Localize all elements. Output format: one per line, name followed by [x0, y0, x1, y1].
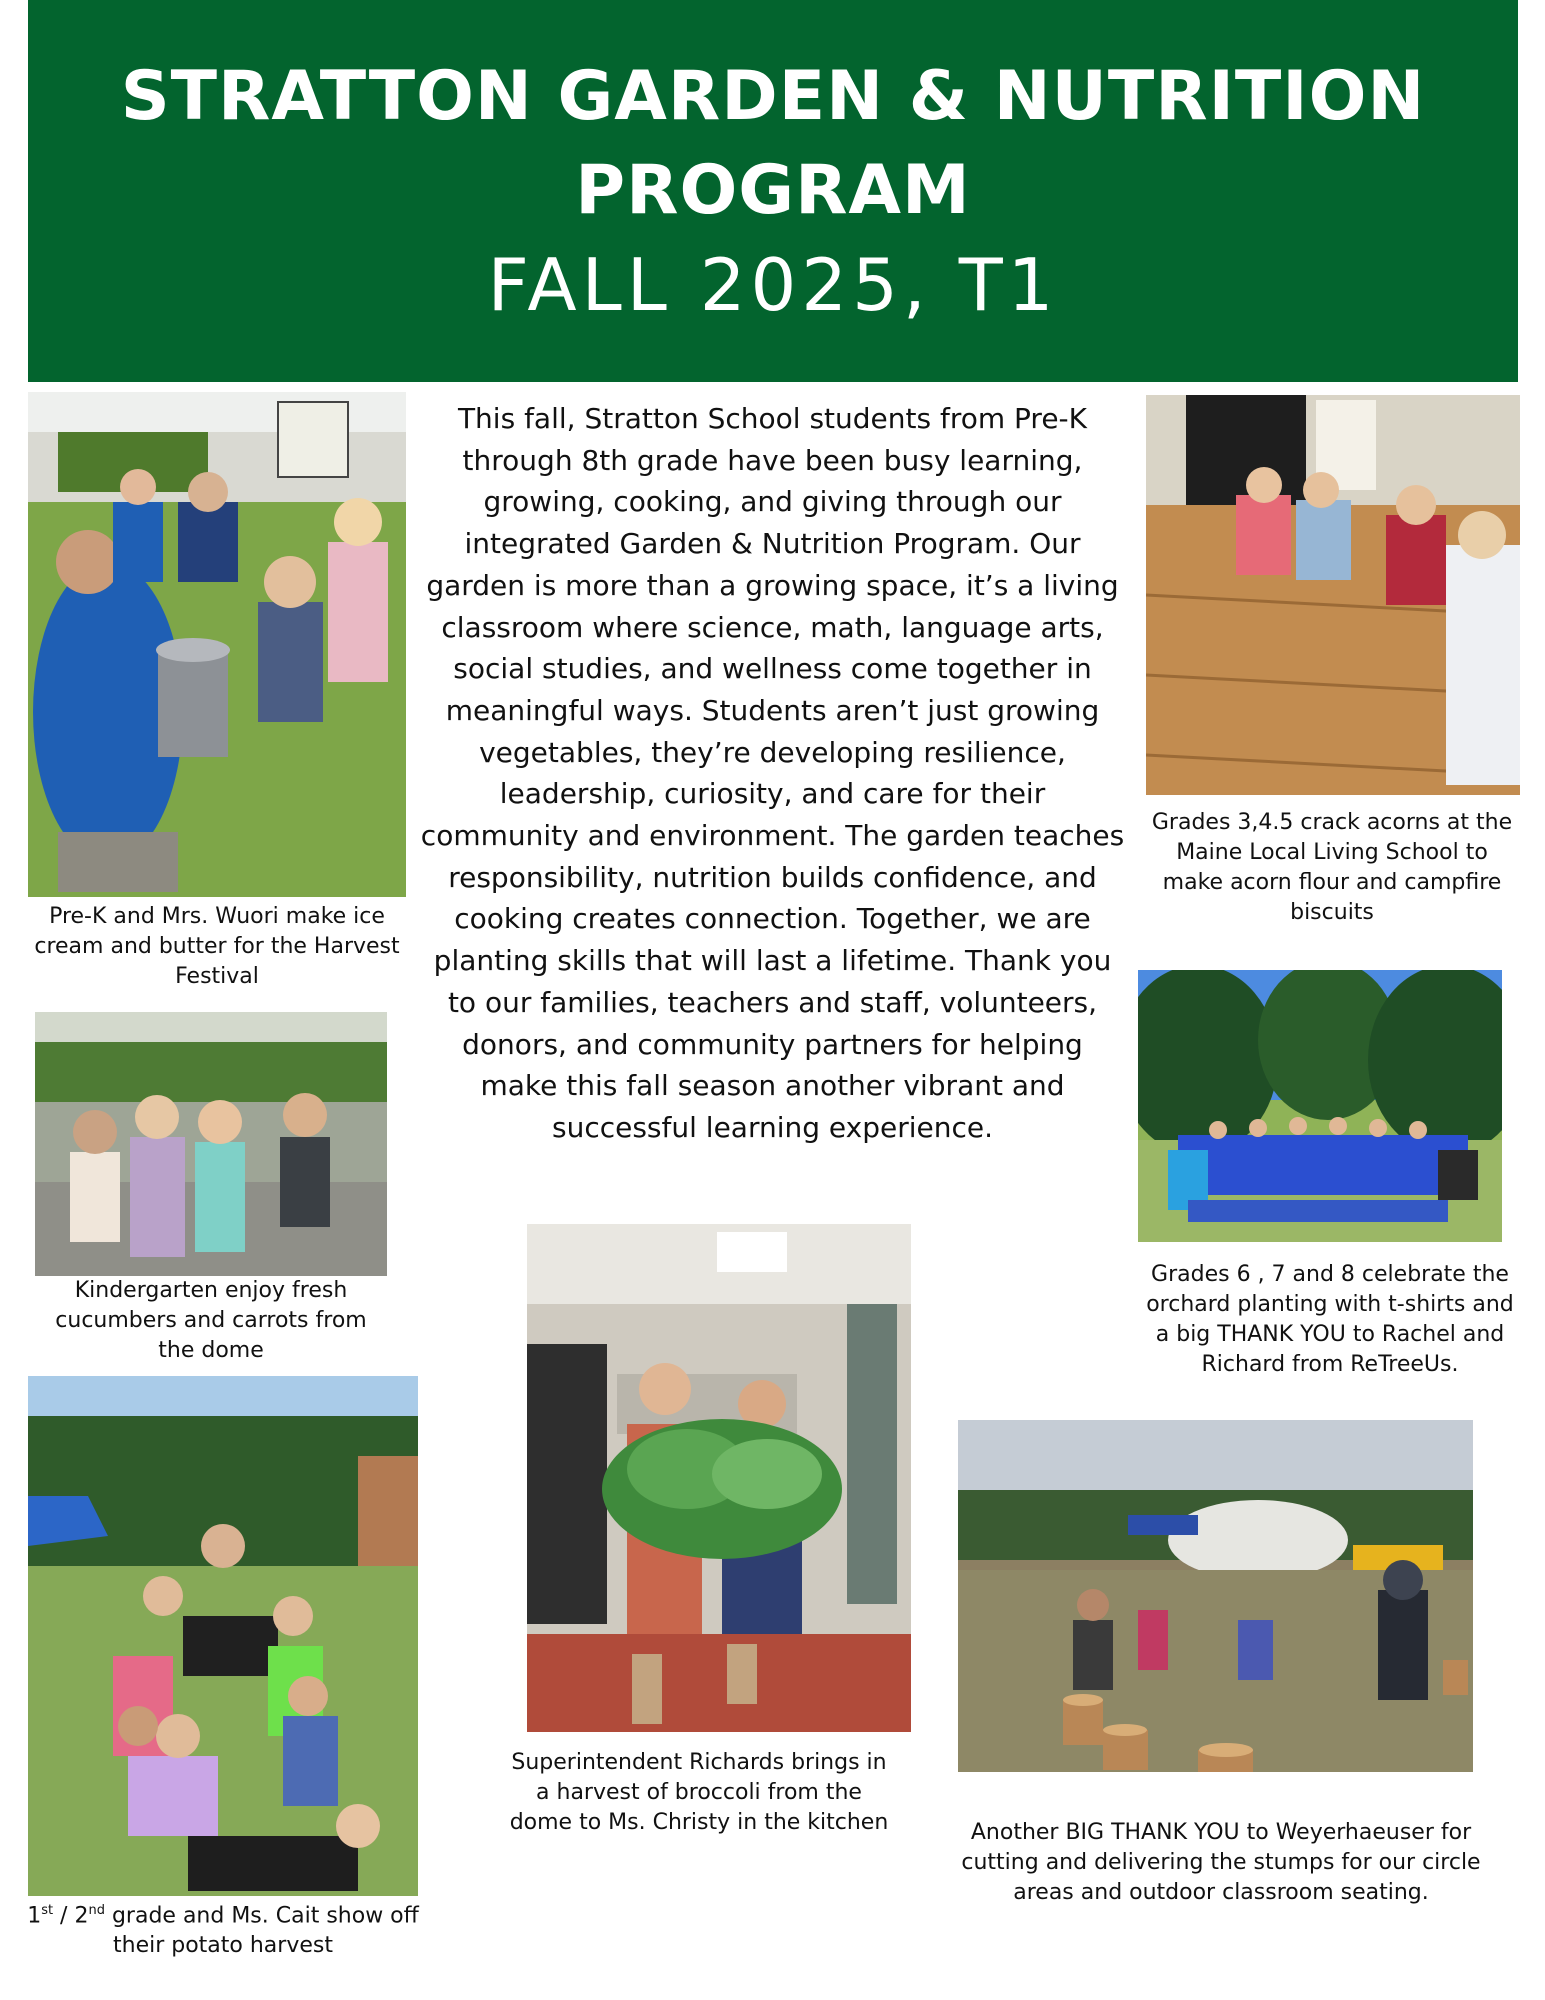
kindergarten-caption: Kindergarten enjoy fresh cucumbers and carrots from the dome	[55, 1278, 367, 1363]
newsletter-header	[28, 0, 1518, 382]
orchard-planting-photo	[1138, 970, 1502, 1242]
grade-first-suffix: st	[41, 1903, 54, 1918]
orchard-planting-caption: Grades 6 , 7 and 8 celebrate the orchard planting with t-shirts and a big THANK YOU to Rachel and Richard from ReTreeUs.	[1146, 1262, 1514, 1377]
kindergarten-photo	[35, 1012, 387, 1276]
broccoli-harvest-caption: Superintendent Richards brings in a harvest of broccoli from the dome to Ms. Christy in the kitchen	[509, 1750, 889, 1835]
broccoli-harvest-photo	[527, 1224, 911, 1732]
stump-seating-caption: Another BIG THANK YOU to Weyerhaeuser for cutting and delivering the stumps for our circle areas and outdoor classroom seating.	[961, 1820, 1481, 1905]
grade-first: 1	[27, 1903, 42, 1929]
page-title: STRATTON GARDEN & NUTRITION PROGRAM	[120, 57, 1426, 230]
intro-paragraph: This fall, Stratton School students from Pre-K through 8th grade have been busy learning, growing, cooking, and giving through our integrated Garden & Nutrition Program. Our garden is more than a growing space, it’s a living classroom where science, math, language arts, social studies, and wellness come together in meaningful ways. Students aren’t just growing vegetables, they’re developing resilience, leadership, curiosity, and care for their community and environment. The garden teaches responsibility, nutrition builds confidence, and cooking creates connection. Together, we are planting skills that will last a lifetime. Thank you to our families, teachers and staff, volunteers, donors, and community partners for helping make this fall season another vibrant and successful learning experience.	[420, 402, 1125, 1144]
acorn-cracking-caption: Grades 3,4.5 crack acorns at the Maine Local Living School to make acorn flour and campfire biscuits	[1151, 810, 1513, 925]
prek-caption: Pre-K and Mrs. Wuori make ice cream and butter for the Harvest Festival	[34, 904, 400, 989]
grade-second-suffix: nd	[88, 1903, 105, 1918]
potato-harvest-caption-text: grade and Ms. Cait show off their potato harvest	[104, 1903, 419, 1959]
acorn-cracking-photo	[1146, 395, 1520, 795]
potato-harvest-caption	[16, 1896, 430, 1961]
stump-seating-photo	[958, 1420, 1473, 1772]
grade-second: / 2	[53, 1903, 89, 1929]
page-subtitle: FALL 2025, T1	[487, 243, 1059, 327]
prek-ice-cream-photo	[28, 392, 406, 897]
potato-harvest-photo	[28, 1376, 418, 1896]
